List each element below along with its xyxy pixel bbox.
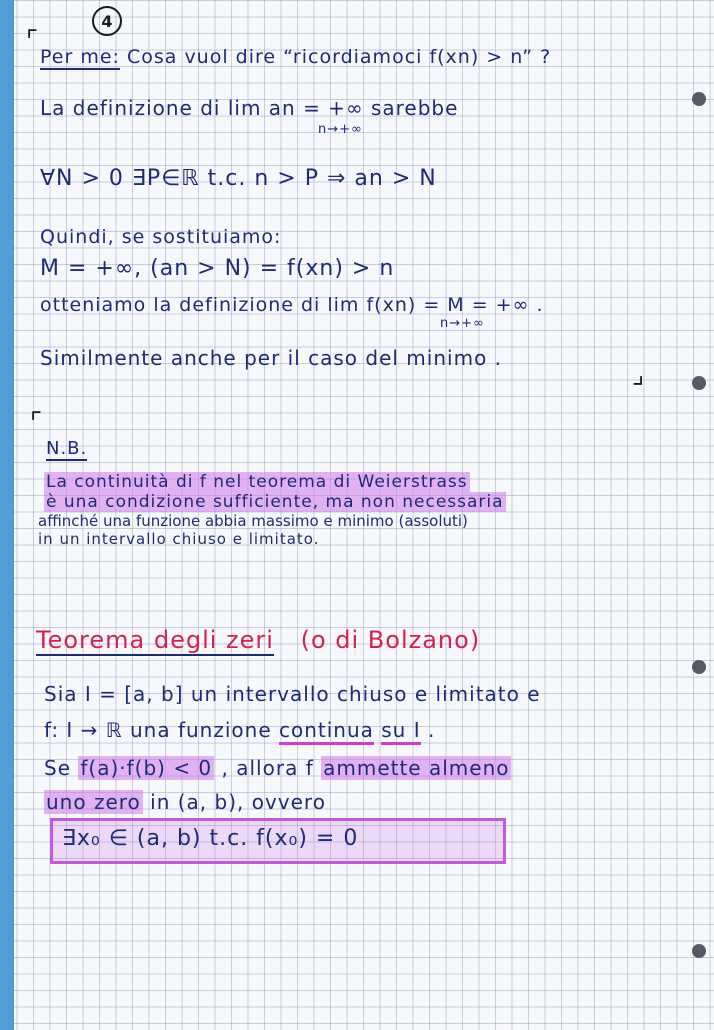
corner-bracket-icon: ⌟ <box>632 360 645 390</box>
binder-hole-3 <box>692 660 706 674</box>
limit-definition-line: La definizione di lim an = +∞ sarebbe <box>40 96 459 120</box>
title-question: Cosa vuol dire “ricordiamoci f(xn) > n” ? <box>126 46 552 68</box>
forall-line: ∀N > 0 ∃P∈ℝ t.c. n > P ⇒ an > N <box>40 166 437 191</box>
nb-line-3: affinché una funzione abbia massimo e minimo (assoluti) <box>38 512 468 530</box>
nb-line-1: La continuità di f nel teorema di Weierstrass <box>46 472 468 492</box>
ammette-highlight: ammette almeno <box>323 756 510 780</box>
minimum-line: Similmente anche per il caso del minimo . <box>40 346 503 370</box>
uno-zero-highlight: uno zero <box>46 790 141 814</box>
su-i-underlined: su I <box>381 718 420 745</box>
result-line: otteniamo la definizione di lim f(xn) = M = +∞ . <box>40 294 544 316</box>
substitution-equation: M = +∞, (an > N) = f(xn) > n <box>40 256 395 281</box>
result-subscript: n→+∞ <box>440 316 485 331</box>
limit-subscript: n→+∞ <box>318 122 363 137</box>
conclusion-formula: ∃x₀ ∈ (a, b) t.c. f(x₀) = 0 <box>62 826 359 851</box>
nb-line-4: in un intervallo chiuso e limitato. <box>38 530 320 548</box>
page-number-badge: 4 <box>92 6 122 36</box>
theorem-line-4: uno zero in (a, b), ovvero <box>46 790 326 814</box>
binder-hole-1 <box>692 92 706 106</box>
binder-hole-2 <box>692 376 706 390</box>
substitution-line: Quindi, se sostituiamo: <box>40 226 282 248</box>
margin-bar <box>0 0 14 1030</box>
binder-hole-4 <box>692 944 706 958</box>
nb-heading: N.B. <box>46 438 88 459</box>
theorem-title-text: Teorema degli zeri <box>36 626 274 654</box>
theorem-line-3: Se f(a)·f(b) < 0 , allora f ammette almeno <box>44 756 510 780</box>
theorem-line-2: f: I → ℝ una funzione continua su I . <box>44 718 435 742</box>
nb-line-2: è una condizione sufficiente, ma non necessaria <box>46 492 504 512</box>
theorem-title <box>36 626 480 654</box>
continua-underlined: continua <box>279 718 374 745</box>
theorem-title-alt: (o di Bolzano) <box>300 626 481 654</box>
corner-bracket-icon: ⌜ <box>26 26 39 56</box>
theorem-line-1: Sia I = [a, b] un intervallo chiuso e limitato e <box>44 682 541 706</box>
section1-title <box>40 46 551 68</box>
product-condition-highlight: f(a)·f(b) < 0 <box>80 756 213 780</box>
corner-bracket-icon: ⌜ <box>30 408 43 438</box>
title-label: Per me: <box>40 46 120 68</box>
